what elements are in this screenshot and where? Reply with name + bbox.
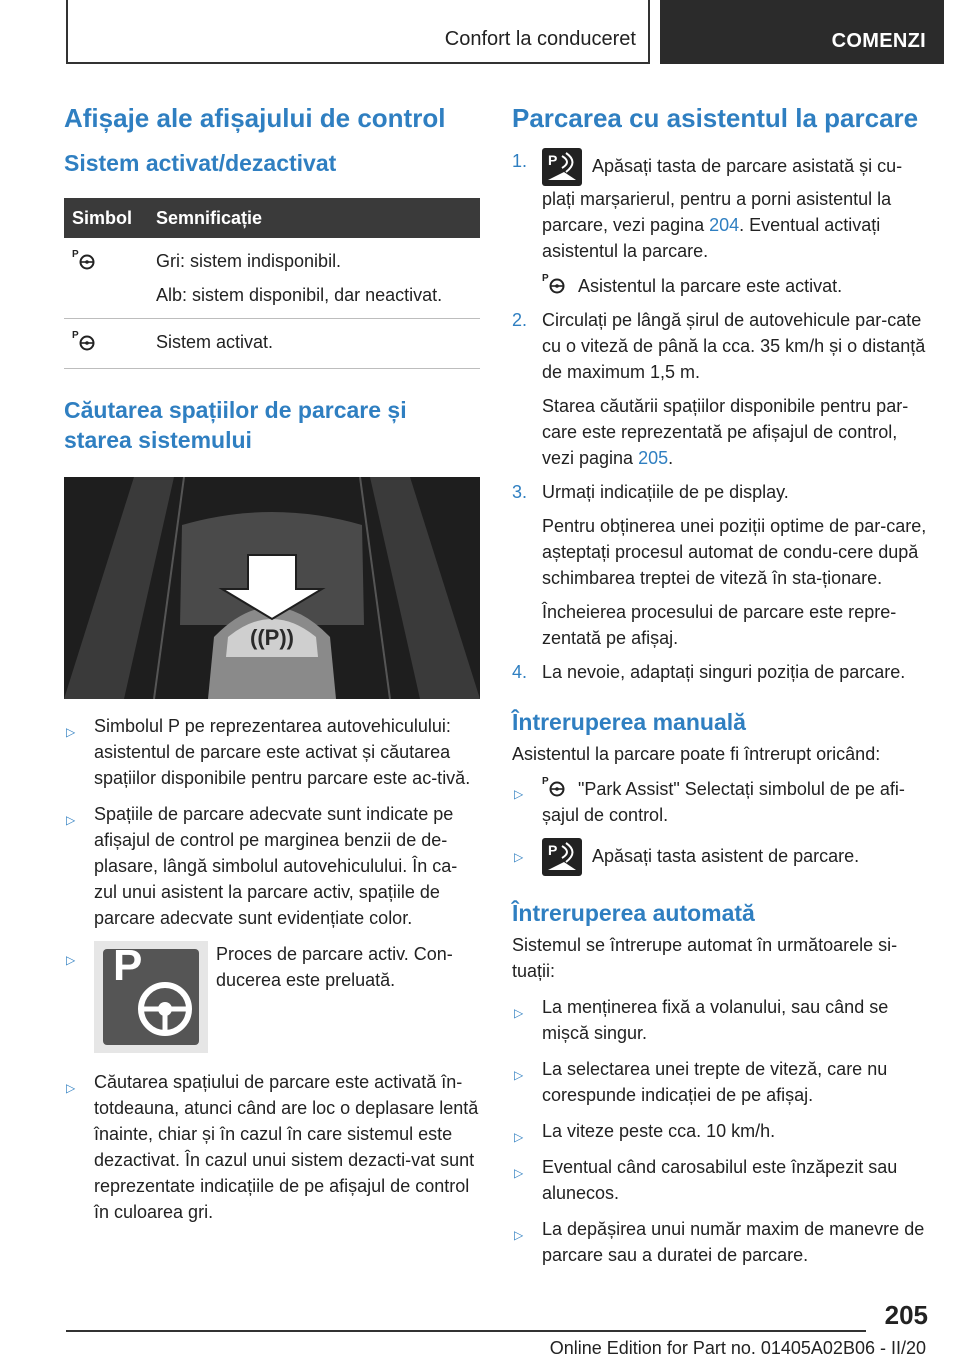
svg-text:P: P	[548, 842, 558, 858]
park-assist-steering-icon	[542, 272, 566, 294]
list-item: ▷ La viteze peste cca. 10 km/h.	[512, 1118, 928, 1144]
list-item: 3. Urmați indicațiile de pe display. Pentru obținerea unei poziții optime de par-care, așteptați procesul automat de condu-cere după schimbarea treptei de viteză în sta-ționare. Încheierea procesului de parcare este repre-zentată pe afișaj.	[512, 482, 927, 648]
park-assist-steering-icon	[72, 329, 96, 351]
manual-list	[512, 775, 928, 876]
list-item: ▷ La selectarea unei trepte de viteză, care nu corespunde indicației de pe afișaj.	[514, 1059, 888, 1105]
triangle-bullet-icon: ▷	[514, 1006, 524, 1020]
left-column	[64, 100, 480, 1235]
symbol-table	[64, 198, 480, 369]
triangle-bullet-icon: ▷	[66, 1081, 76, 1095]
auto-heading: Întreruperea automată	[512, 900, 755, 926]
parking-car-arrow-illustration	[64, 477, 480, 699]
triangle-bullet-icon: ▷	[66, 813, 76, 827]
page-link[interactable]: 205	[638, 448, 669, 468]
page-link[interactable]: 204	[709, 215, 740, 235]
search-heading: Căutarea spațiilor de parcare și starea sistemului	[64, 397, 407, 453]
svg-text:((P)): ((P))	[250, 625, 294, 650]
page-number: 205	[884, 1300, 928, 1330]
table-header-symbol: Simbol	[64, 198, 148, 238]
table-cell-text: Gri: sistem indisponibil.	[156, 251, 342, 271]
manual-heading: Întreruperea manuală	[512, 709, 746, 735]
list-item: 2. Circulați pe lângă șirul de autovehicule par-cate cu o viteză de până la cca. 35 km/h și o distanță de maximum 1,5 m. Starea căutării spațiilor disponibile pentru par-care este reprezentată pe afișajul de control, vezi pagina 205.	[512, 310, 926, 468]
right-title: Parcarea cu asistentul la parcare	[512, 103, 919, 133]
list-item: ▷ Căutarea spațiului de parcare este activată în-totdeauna, atunci când are loc o deplasare lentă înainte, chiar și în cazul în care sistemul este dezactivat. În cazul unui sistem dezacti-vat sunt reprezentate indicațiile de pe afișajul de control în culoarea gri.	[66, 1072, 479, 1222]
triangle-bullet-icon: ▷	[514, 1228, 524, 1242]
steps-list	[512, 148, 928, 685]
table-row	[64, 319, 480, 369]
list-item: ▷ P Apăsați tasta asistent de parcare.	[512, 838, 928, 876]
list-item: ▷ Eventual când carosabilul este înzăpezit sau alunecos.	[514, 1157, 898, 1203]
list-item: 4. La nevoie, adaptați singuri poziția de parcare.	[512, 662, 906, 682]
list-item: ▷ La depășirea unui număr maxim de manevre de parcare sau a duratei de parcare.	[514, 1219, 925, 1265]
header-chapter: COMENZI	[660, 0, 944, 64]
triangle-bullet-icon: ▷	[514, 1068, 524, 1082]
manual-intro: Asistentul la parcare poate fi întrerupt oricând:	[512, 744, 881, 764]
right-column	[512, 100, 928, 1278]
list-item: ▷ Spațiile de parcare adecvate sunt indicate pe afișajul de control pe marginea benzii de de-plasare, lângă simbolul autovehiculului. În ca-zul unui asistent la parcare activ, spațiile de parcare adecvate sunt evidențiate color.	[66, 804, 458, 928]
svg-text:P: P	[72, 330, 79, 341]
park-assist-large-icon: P	[94, 941, 208, 1053]
svg-text:P: P	[542, 776, 549, 787]
park-assist-button-icon	[542, 838, 582, 876]
park-assist-button-icon	[542, 148, 582, 186]
list-item: ▷ P "Park Assist" Selectați simbolul de pe afi-șajul de control.	[514, 776, 905, 825]
footer-edition: Online Edition for Part no. 01405A02B06 - II/20	[549, 1338, 926, 1358]
header-section: Confort la conduceret	[444, 28, 636, 50]
list-item: ▷ La menținerea fixă a volanului, sau când se mișcă singur.	[514, 997, 889, 1043]
list-item: 1. P Apăsați tasta de parcare asistată și cu-plați marșarierul, pentru a porni asistentul la parcare, vezi pagina 204. Eventual activați asistentul la parcare. P Asistentul la parcare este activat.	[512, 148, 928, 299]
table-cell-text: Sistem activat.	[156, 332, 274, 352]
header-rule-right	[648, 0, 650, 64]
left-subtitle: Sistem activat/dezactivat	[64, 150, 337, 176]
footer-rule	[66, 1330, 866, 1332]
triangle-bullet-icon: ▷	[514, 787, 524, 801]
svg-text:P: P	[548, 152, 558, 168]
list-item: ▷ Simbolul P pe reprezentarea autovehiculului: asistentul de parcare este activat și căutarea spațiilor disponibile pentru parcare este ac-tivă.	[66, 716, 471, 788]
triangle-bullet-icon: ▷	[514, 1130, 524, 1144]
left-title: Afișaje ale afișajului de control	[64, 103, 446, 133]
svg-text:P: P	[72, 249, 79, 260]
auto-intro: Sistemul se întrerupe automat în următoarele si-tuații:	[512, 935, 898, 981]
triangle-bullet-icon: ▷	[66, 725, 76, 739]
auto-list	[512, 994, 928, 1268]
triangle-bullet-icon: ▷	[66, 953, 76, 967]
list-item: ▷ P Proces de parcare activ. Con-ducerea este preluată.	[64, 941, 480, 1059]
table-header-meaning: Semnificație	[148, 198, 480, 238]
park-assist-steering-icon	[72, 248, 96, 270]
table-cell-text: Alb: sistem disponibil, dar neactivat.	[156, 285, 443, 305]
triangle-bullet-icon: ▷	[514, 850, 524, 864]
status-bullet-list	[64, 713, 480, 1225]
triangle-bullet-icon: ▷	[514, 1166, 524, 1180]
header-rule-bottom	[66, 62, 648, 64]
table-row	[64, 238, 480, 319]
svg-text:P: P	[542, 273, 549, 284]
park-assist-steering-icon	[542, 775, 566, 797]
